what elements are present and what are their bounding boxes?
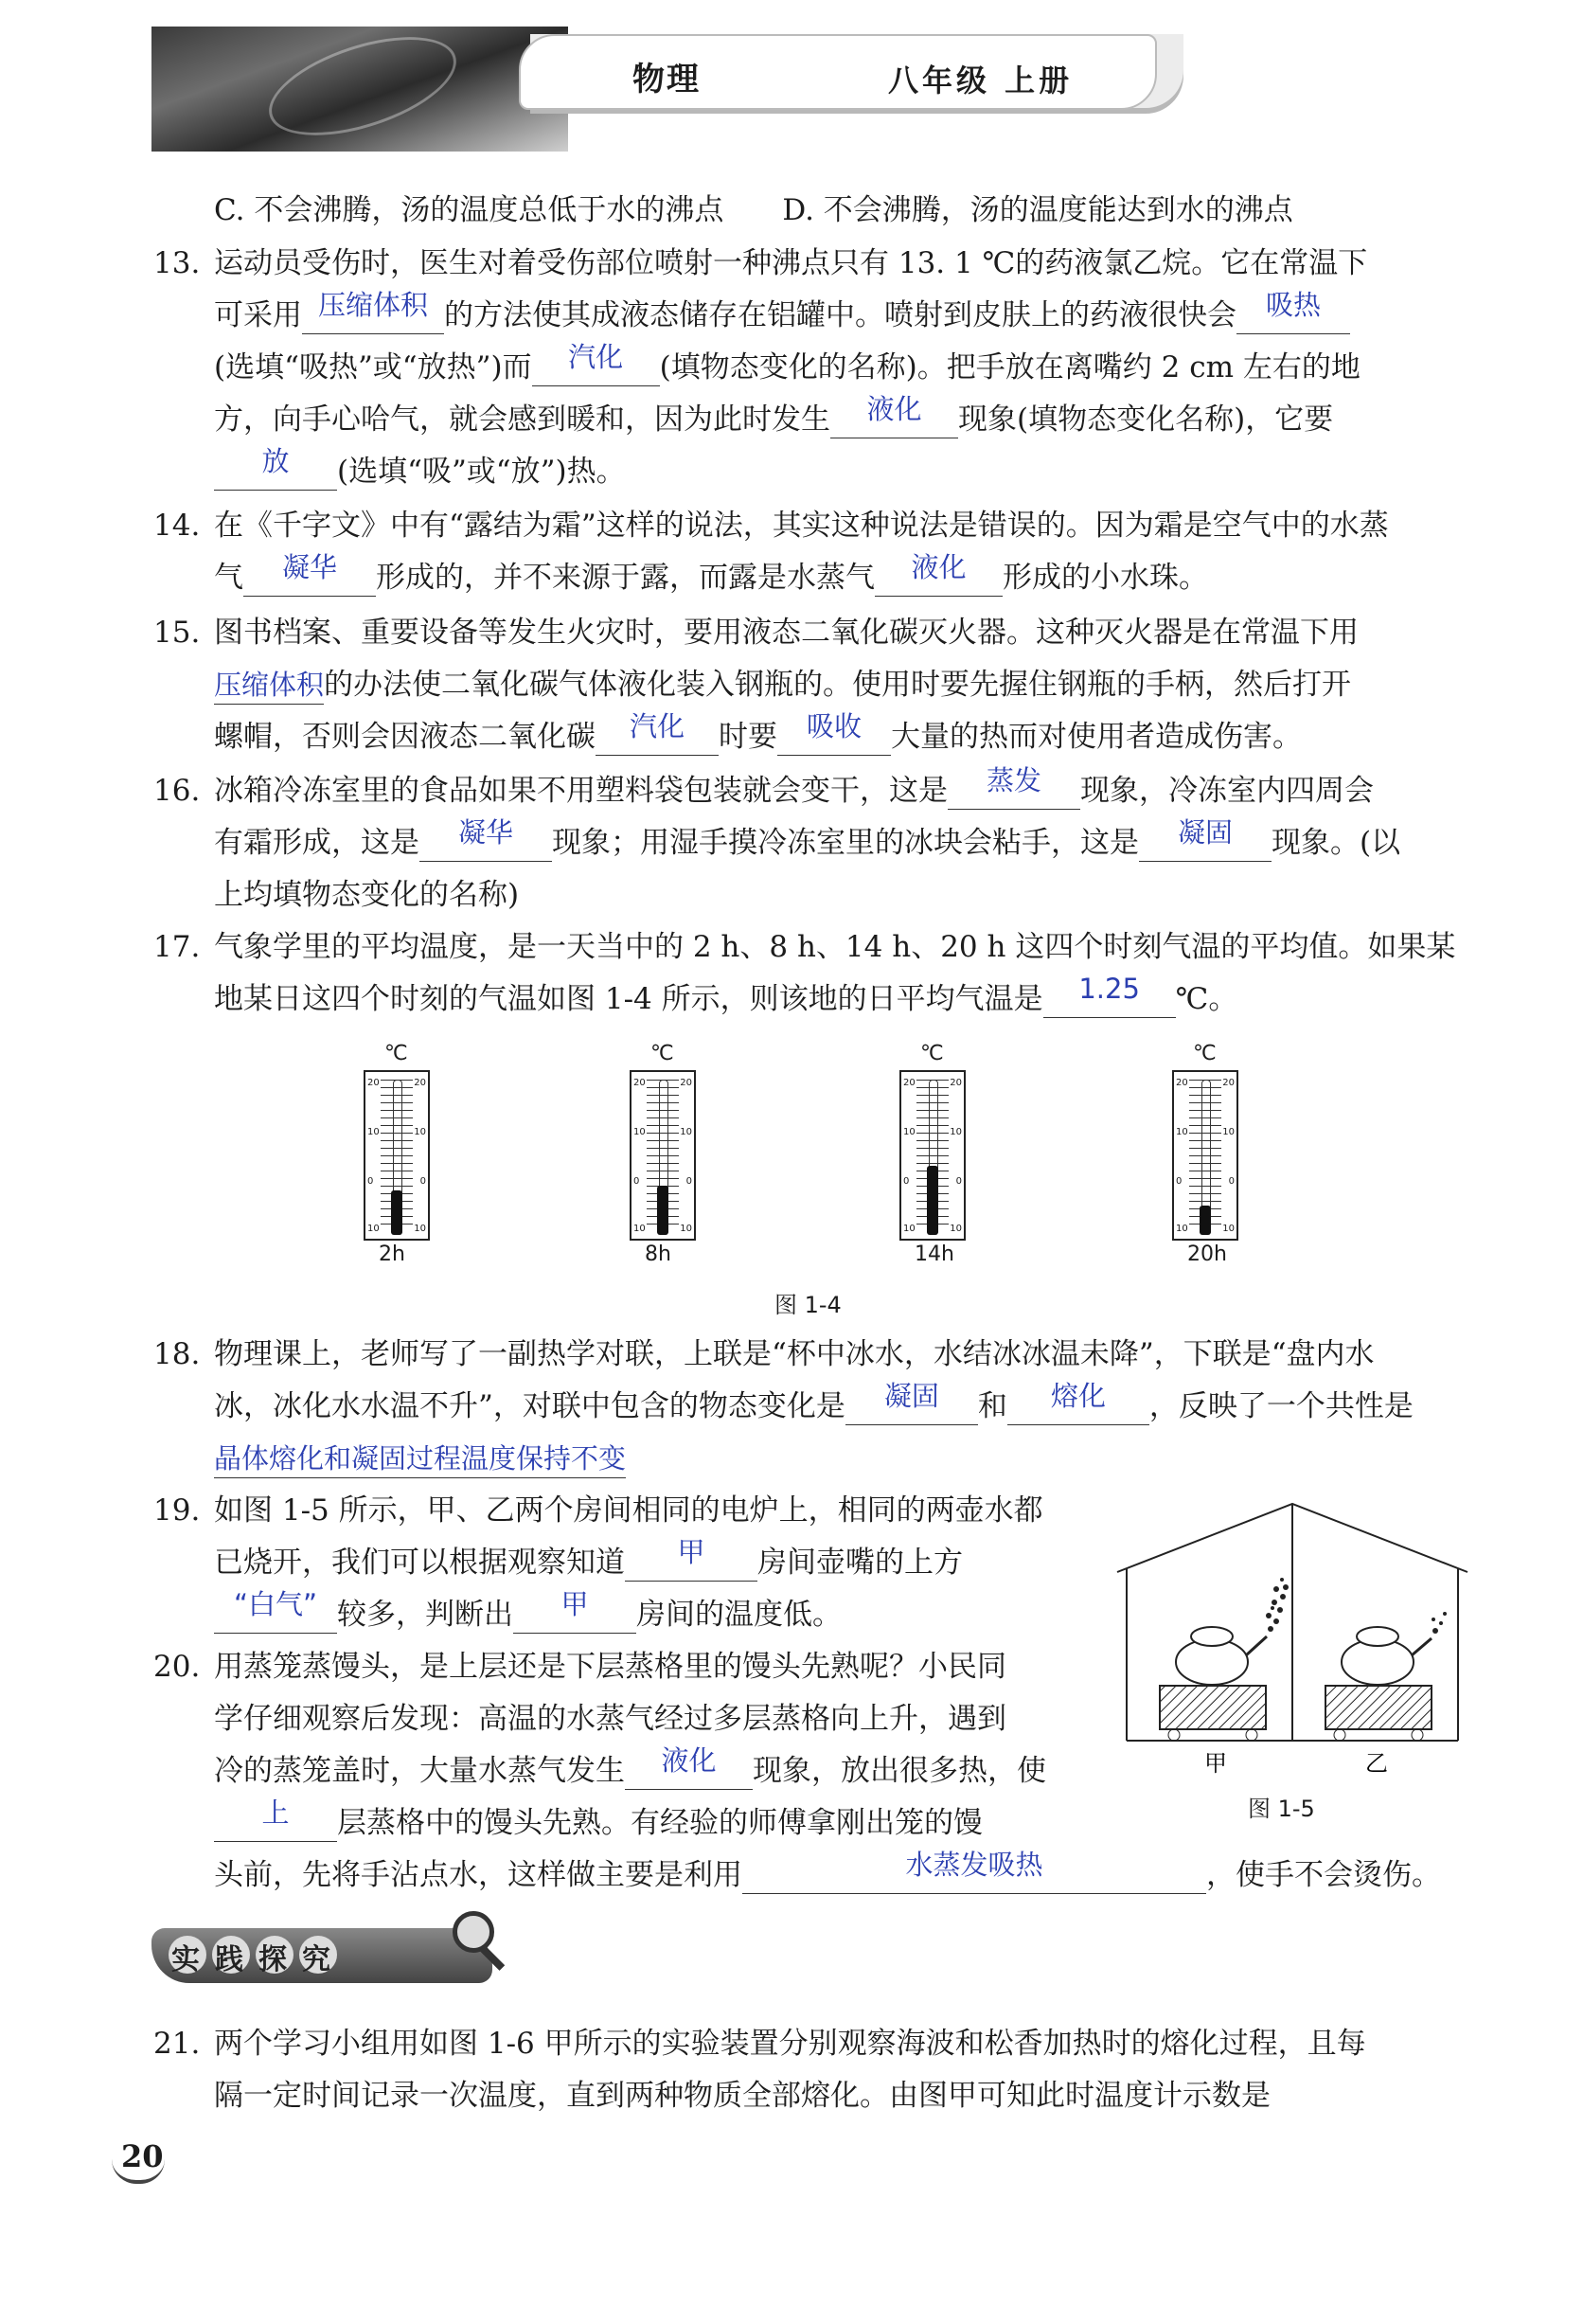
thermometer-scale-label: 0 [955, 1176, 962, 1187]
q14-blank-2: 液化 [875, 562, 1003, 597]
q14-number: 14. [153, 509, 201, 543]
thermometer-fill [657, 1186, 668, 1235]
q13-blank-3: 汽化 [532, 351, 660, 386]
q18-number: 18. [153, 1337, 201, 1371]
q17-line-a: 气象学里的平均温度，是一天当中的 2 h、8 h、14 h、20 h 这四个时刻气温的平均值。如果某 [214, 930, 1456, 964]
thermometer-14h [899, 1070, 966, 1241]
q16-line-c: 上均填物态变化的名称) [214, 878, 520, 912]
q15-blank-2: 汽化 [596, 721, 719, 756]
q16-line-b: 有霜形成，这是 凝华 现象；用湿手摸冷冻室里的冰块会粘手，这是 凝固 现象。(以 [214, 816, 1401, 860]
thermometer-scale-label: 10 [633, 1224, 646, 1234]
q13-line-b: 可采用 压缩体积 的方法使其成液态储存在铝罐中。喷射到皮肤上的药液很快会 吸热 [214, 296, 1350, 334]
thermometer-fill [391, 1190, 402, 1235]
q13-blank-4: 液化 [830, 403, 958, 438]
figure-1-5-right-label: 乙 [1365, 1750, 1388, 1777]
stove-right [1325, 1686, 1432, 1741]
page-number: 20 [121, 2138, 164, 2174]
thermometer-scale-label: 10 [367, 1127, 380, 1137]
header-banner-image [151, 27, 568, 152]
q17-line-b: 地某日这四个时刻的气温如图 1-4 所示，则该地的日平均气温是 1.25 ℃。 [214, 973, 1238, 1016]
q20-line-d: 上 层蒸格中的馒头先熟。有经验的师傅拿刚出笼的馒 [214, 1804, 983, 1842]
thermometer-scale-label: 0 [1176, 1176, 1183, 1187]
thermometer-scale-label: 10 [680, 1127, 692, 1137]
q16-blank-3: 凝固 [1139, 827, 1272, 862]
q15-blank-1: 压缩体积 [214, 666, 324, 705]
figure-1-5-caption: 图 1-5 [1248, 1796, 1315, 1822]
q18-blank-3: 晶体熔化和凝固过程温度保持不变 [214, 1439, 626, 1478]
thermometer-scale-label: 0 [419, 1176, 426, 1187]
q20-line-a: 用蒸笼蒸馒头，是上层还是下层蒸格里的馒头先熟呢？小民同 [214, 1650, 1006, 1684]
thermometer-scale-label: 20 [367, 1078, 380, 1088]
thermometer-scale-label: 10 [950, 1127, 962, 1137]
thermometer-scale-label: 20 [950, 1078, 962, 1088]
q15-line-a: 图书档案、重要设备等发生火灾时，要用液态二氧化碳灭火器。这种灭火器是在常温下用 [214, 616, 1359, 650]
q15-number: 15. [153, 616, 201, 650]
thermometer-time-label: 14h [915, 1242, 954, 1266]
thermometer-scale-label: 0 [903, 1176, 910, 1187]
thermometer-scale-label: 20 [1222, 1078, 1235, 1088]
q20-blank-2: 上 [214, 1807, 337, 1842]
q19-blank-2: “白气” [214, 1599, 337, 1634]
thermometer-fill [927, 1166, 938, 1235]
thermometer-scale-label: 20 [633, 1078, 646, 1088]
q20-line-c: 冷的蒸笼盖时，大量水蒸气发生 液化 现象，放出很多热，使 [214, 1744, 1046, 1788]
q19-blank-3: 甲 [513, 1599, 636, 1634]
q12-options-cd: C. 不会沸腾，汤的温度总低于水的沸点 D. 不会沸腾，汤的温度能达到水的沸点 [214, 193, 1293, 227]
thermometer-unit: ℃ [650, 1042, 674, 1065]
thermometer-2h [364, 1070, 430, 1241]
thermometer-scale-label: 10 [1176, 1127, 1188, 1137]
q18-line-b: 冰，冰化水水温不升”，对联中包含的物态变化是 凝固 和 熔化 ，反映了一个共性是 [214, 1380, 1414, 1423]
q13-number: 13. [153, 246, 201, 280]
q13-line-c: (选填“吸热”或“放热”)而 汽化 (填物态变化的名称)。把手放在离嘴约 2 cm 左右的地 [214, 341, 1361, 384]
thermometer-scale-label: 20 [903, 1078, 916, 1088]
steam-right [1432, 1612, 1447, 1634]
thermometer-scale-label: 20 [414, 1078, 426, 1088]
thermometer-scale-label: 10 [1222, 1224, 1235, 1234]
magnifier-icon [453, 1911, 494, 1953]
q18-line-c [214, 1439, 626, 1478]
q18-blank-2: 熔化 [1007, 1390, 1149, 1425]
header-grade: 八年级 上册 [888, 63, 1074, 98]
q21-line-b: 隔一定时间记录一次温度，直到两种物质全部熔化。由图甲可知此时温度计示数是 [214, 2079, 1271, 2113]
q13-line-e: 放 (选填“吸”或“放”)热。 [214, 453, 626, 491]
q19-line-c: “白气” 较多，判断出 甲 房间的温度低。 [214, 1596, 842, 1634]
steam-left [1266, 1578, 1289, 1632]
q17-blank-1: 1.25 [1043, 983, 1176, 1018]
q17-number: 17. [153, 930, 201, 964]
kettle-left [1176, 1627, 1267, 1685]
q13-line-d: 方，向手心哈气，就会感到暖和，因为此时发生 液化 现象(填物态变化名称)，它要 [214, 393, 1334, 437]
thermometer-scale-label: 10 [680, 1224, 692, 1234]
stove-left [1160, 1686, 1266, 1741]
q20-number: 20. [153, 1650, 201, 1684]
q13-blank-2: 吸热 [1236, 299, 1350, 334]
thermometer-time-label: 20h [1187, 1242, 1227, 1266]
thermometer-8h [630, 1070, 696, 1241]
q21-number: 21. [153, 2027, 201, 2061]
kettle-right [1342, 1627, 1432, 1685]
thermometer-scale-label: 10 [903, 1224, 916, 1234]
q13-line-a: 运动员受伤时，医生对着受伤部位喷射一种沸点只有 13. 1 ℃的药液氯乙烷。它在常温下 [214, 246, 1368, 280]
thermometer-scale-label: 10 [414, 1224, 426, 1234]
q13-blank-5: 放 [214, 456, 337, 491]
q20-line-b: 学仔细观察后发现：高温的水蒸气经过多层蒸格向上升，遇到 [214, 1702, 1006, 1736]
thermometer-scale-label: 0 [1228, 1176, 1235, 1187]
q20-blank-1: 液化 [625, 1755, 753, 1790]
q15-line-c: 螺帽，否则会因液态二氧化碳 汽化 时要 吸收 大量的热而对使用者造成伤害。 [214, 710, 1302, 754]
thermometer-unit: ℃ [1193, 1042, 1217, 1065]
q19-number: 19. [153, 1493, 201, 1528]
thermometer-scale-label: 10 [1222, 1127, 1235, 1137]
q16-number: 16. [153, 774, 201, 808]
q20-line-e: 头前，先将手沾点水，这样做主要是利用 水蒸发吸热 ，使手不会烫伤。 [214, 1849, 1441, 1892]
thermometer-time-label: 8h [645, 1242, 671, 1266]
thermometer-fill [1200, 1206, 1211, 1235]
q13-blank-1: 压缩体积 [302, 299, 444, 334]
q14-line-b: 气 凝华 形成的，并不来源于露，而露是水蒸气 液化 形成的小水珠。 [214, 551, 1208, 595]
figure-1-5 [1108, 1496, 1477, 1780]
thermometer-scale-label: 10 [950, 1224, 962, 1234]
q16-blank-2: 凝华 [419, 827, 552, 862]
thermometer-scale-label: 10 [1176, 1224, 1188, 1234]
q16-line-a: 冰箱冷冻室里的食品如果不用塑料袋包装就会变干，这是 蒸发 现象，冷冻室内四周会 [214, 764, 1374, 808]
figure-1-4-caption: 图 1-4 [774, 1292, 842, 1318]
q18-blank-1: 凝固 [845, 1390, 978, 1425]
thermometer-unit: ℃ [920, 1042, 944, 1065]
q15-blank-3: 吸收 [777, 721, 891, 756]
thermometer-20h [1172, 1070, 1238, 1241]
thermometer-scale-label: 0 [367, 1176, 374, 1187]
q19-blank-1: 甲 [625, 1546, 757, 1582]
q18-line-a: 物理课上，老师写了一副热学对联，上联是“杯中冰水，水结冰冰温未降”，下联是“盘内水 [214, 1337, 1375, 1371]
thermometer-unit: ℃ [384, 1042, 408, 1065]
thermometer-scale-label: 20 [1176, 1078, 1188, 1088]
thermometer-scale-label: 10 [367, 1224, 380, 1234]
thermometer-scale-label: 10 [414, 1127, 426, 1137]
q19-line-b: 已烧开，我们可以根据观察知道 甲 房间壶嘴的上方 [214, 1536, 963, 1580]
thermometer-scale-label: 0 [685, 1176, 692, 1187]
q15-line-b: 压缩体积的办法使二氧化碳气体液化装入钢瓶的。使用时要先握住钢瓶的手柄，然后打开 [214, 666, 1351, 705]
thermometer-scale-label: 10 [633, 1127, 646, 1137]
q19-line-a: 如图 1-5 所示，甲、乙两个房间相同的电炉上，相同的两壶水都 [214, 1493, 1043, 1528]
figure-1-5-left-label: 甲 [1204, 1750, 1227, 1777]
header-subject: 物理 [632, 61, 701, 98]
thermometer-scale-label: 10 [903, 1127, 916, 1137]
thermometer-scale-label: 20 [680, 1078, 692, 1088]
q20-blank-3: 水蒸发吸热 [742, 1859, 1206, 1894]
q16-blank-1: 蒸发 [948, 775, 1080, 810]
thermometer-scale-label: 0 [633, 1176, 640, 1187]
thermometer-time-label: 2h [379, 1242, 405, 1266]
q14-line-a: 在《千字文》中有“露结为霜”这样的说法，其实这种说法是错误的。因为霜是空气中的水蒸 [214, 509, 1389, 543]
q21-line-a: 两个学习小组用如图 1-6 甲所示的实验装置分别观察海波和松香加热时的熔化过程，且每 [214, 2027, 1366, 2061]
section-title: 实 践 探 究 [169, 1936, 343, 1976]
q14-blank-1: 凝华 [243, 562, 376, 597]
